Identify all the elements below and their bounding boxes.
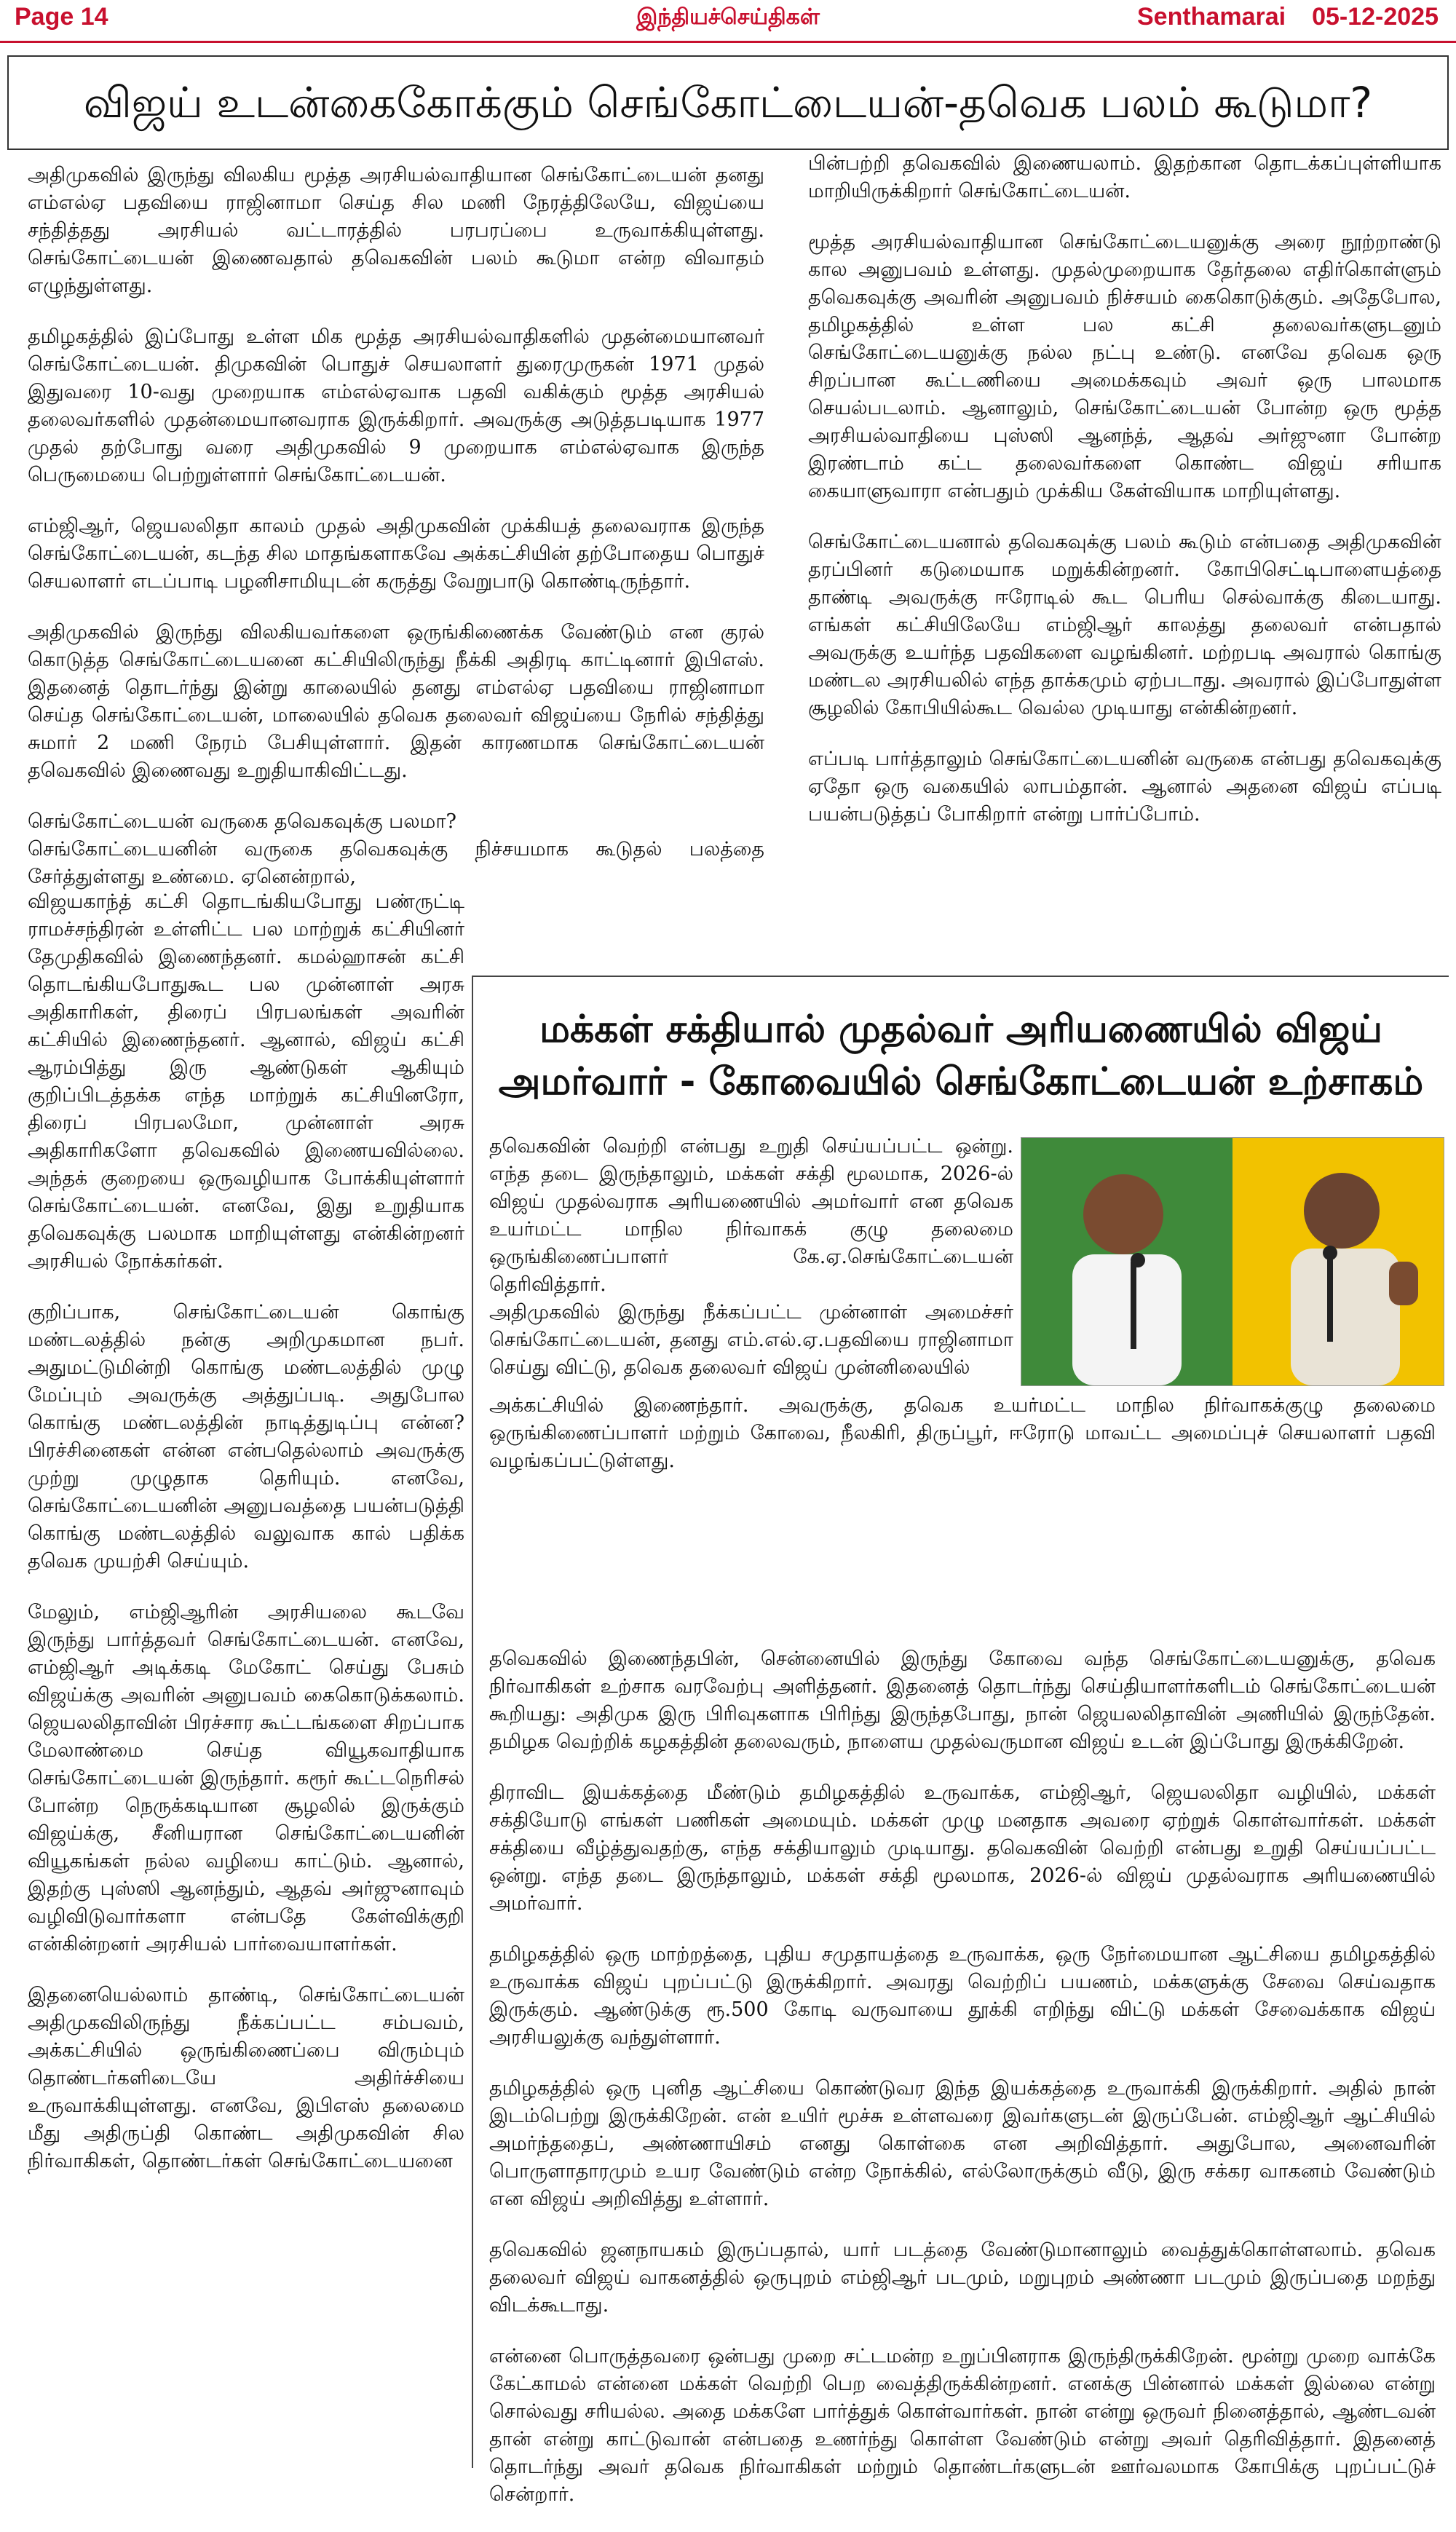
paragraph: திராவிட இயக்கத்தை மீண்டும் தமிழகத்தில் உருவாக்க, எம்ஜிஆர், ஜெயலலிதா வழியில், மக்கள் சக்தியோடு எங்கள் பணிகள் அமையும். மக்கள் முழு மனதாக அவரை ஏற்றுக் கொள்வார்கள். மக்கள் சக்தியை வீழ்த்துவதற்கு, எந்த சக்தியாலும் முடியாது. தவெகவின் வெற்றி என்பது உறுதி செய்யப்பட்ட ஒன்று. எந்த தடை இருந்தாலும், மக்கள் சக்தி மூலமாக, 2026-ல் விஜய் முதல்வராக அரியணையில் அமர்வார்.	[489, 1781, 1436, 1915]
paragraph: இதனையெல்லாம் தாண்டி, செங்கோட்டையன் அதிமுகவிலிருந்து நீக்கப்பட்ட சம்பவம், அக்கட்சியில் ஒருங்கிணைப்பை விரும்பும் தொண்டர்களிடையே அதிர்ச்சியை உருவாக்கியுள்ளது. எனவே, இபிஎஸ் தலைமை மீது அதிருப்தி கொண்ட அதிமுகவின் சில நிர்வாகிகள், தொண்டர்கள் செங்கோட்டையனை	[28, 1984, 464, 2172]
story1-right-column	[808, 150, 1441, 965]
story1-left-column	[28, 162, 764, 941]
paragraph: அதிமுகவில் இருந்து விலகிய மூத்த அரசியல்வாதியான செங்கோட்டையன் தனது எம்எல்ஏ பதவியை ராஜினாமா செய்த சில மணி நேரத்திலேயே, விஜய்யை சந்தித்தது அரசியல் வட்டாரத்தில் பரபரப்பை உருவாக்கியுள்ளது. செங்கோட்டையன் இணைவதால் தவெகவின் பலம் கூடுமா என்ற விவாதம் எழுந்துள்ளது.	[28, 164, 764, 297]
story2-body	[489, 1392, 1436, 1498]
paragraph: அதிமுகவில் இருந்து விலகியவர்களை ஒருங்கிணைக்க வேண்டும் என குரல் கொடுத்த செங்கோட்டையனை கட்சியிலிருந்து நீக்கி அதிரடி காட்டினார் இபிஎஸ். இதனைத் தொடர்ந்து இன்று காலையில் தனது எம்எல்ஏ பதவியை ராஜினாமா செய்த செங்கோட்டையன், மாலையில் தவெக தலைவர் விஜய்யை நேரில் சந்தித்து சுமார் 2 மணி நேரம் பேசியுள்ளார். இதன் காரணமாக செங்கோட்டையன் தவெகவில் இணைவது உறுதியாகிவிட்டது.	[28, 621, 764, 782]
page-number: Page 14	[15, 3, 108, 31]
story2-rest	[489, 1645, 1436, 2532]
issue-date: 05-12-2025	[1312, 3, 1439, 31]
story1-narrow-column	[28, 888, 464, 2468]
paragraph: அக்கட்சியில் இணைந்தார். அவருக்கு, தவெக உயர்மட்ட மாநில நிர்வாகக்குழு தலைமை ஒருங்கிணைப்பாளர் மற்றும் கோவை, நீலகிரி, திருப்பூர், ஈரோடு மாவட்ட அமைப்புச் செயலாளர் பதவி வழங்கப்பட்டுள்ளது.	[489, 1394, 1436, 1472]
paragraph: குறிப்பாக, செங்கோட்டையன் கொங்கு மண்டலத்தில் நன்கு அறிமுகமான நபர். அதுமட்டுமின்றி கொங்கு மண்டலத்தில் முழு மேப்பும் அவருக்கு அத்துப்படி. அதுபோல கொங்கு மண்டலத்தின் நாடித்துடிப்பு என்ன? பிரச்சினைகள் என்ன என்பதெல்லாம் அவருக்கு முற்று முழுதாக தெரியும். எனவே, செங்கோட்டையனின் அனுபவத்தை பயன்படுத்தி கொங்கு மண்டலத்தில் வலுவாக கால் பதிக்க தவெக முயற்சி செய்யும்.	[28, 1301, 464, 1572]
paragraph: தமிழகத்தில் ஒரு மாற்றத்தை, புதிய சமுதாயத்தை உருவாக்க, ஒரு நேர்மையான ஆட்சியை தமிழகத்தில் உருவாக்க விஜய் புறப்பட்டு இருக்கிறார். அவரது வெற்றிப் பயணம், மக்களுக்கு சேவை செய்வதாக இருக்கும். ஆண்டுக்கு ரூ.500 கோடி வருவாயை தூக்கி எறிந்து விட்டு மக்கள் சேவைக்காக விஜய் அரசியலுக்கு வந்துள்ளார்.	[489, 1943, 1436, 2049]
paper-name: Senthamarai	[1136, 3, 1286, 31]
paper-info	[1137, 3, 1439, 31]
news-photo	[1021, 1137, 1444, 1386]
paragraph: பின்பற்றி தவெகவில் இணையலாம். இதற்கான தொடக்கப்புள்ளியாக மாறியிருக்கிறார் செங்கோட்டையன்.	[808, 152, 1441, 202]
paragraph: மேலும், எம்ஜிஆரின் அரசியலை கூடவே இருந்து பார்த்தவர் செங்கோட்டையன். எனவே, எம்ஜிஆர் அடிக்கடி மேகோட் செய்து பேசும் விஜய்க்கு அவரின் அனுபவம் கைகொடுக்கலாம். ஜெயலலிதாவின் பிரச்சார கூட்டங்களை சிறப்பாக மேலாண்மை செய்த வியூகவாதியாக செங்கோட்டையன் இருந்தார். கரூர் கூட்டநெரிசல் போன்ற நெருக்கடியான சூழலில் இருக்கும் விஜய்க்கு, சீனியரான செங்கோட்டையனின் வியூகங்கள் நல்ல வழியை காட்டும். ஆனால், இதற்கு புஸ்ஸி ஆனந்தும், ஆதவ் அர்ஜுனாவும் வழிவிடுவார்களா என்பதே கேள்விக்குறி என்கின்றனர் அரசியல் பார்வையாளர்கள்.	[28, 1601, 464, 1955]
paragraph: மூத்த அரசியல்வாதியான செங்கோட்டையனுக்கு அரை நூற்றாண்டு கால அனுபவம் உள்ளது. முதல்முறையாக தேர்தலை எதிர்கொள்ளும் தவெகவுக்கு அவரின் அனுபவம் நிச்சயம் கைகொடுக்கும். அதேபோல, தமிழகத்தில் உள்ள பல கட்சி தலைவர்களுடனும் செங்கோட்டையனுக்கு நல்ல நட்பு உண்டு. எனவே தவெக ஒரு சிறப்பான கூட்டணியை அமைக்கவும் அவர் ஒரு பாலமாக செயல்படலாம். ஆனாலும், செங்கோட்டையன் போன்ற ஒரு மூத்த அரசியல்வாதியை புஸ்ஸி ஆனந்த், ஆதவ் அர்ஜுனா போன்ற இரண்டாம் கட்ட தலைவர்களை கொண்ட விஜய் சரியாக கையாளுவாரா என்பதும் முக்கிய கேள்வியாக மாறியுள்ளது.	[808, 231, 1441, 502]
subheading: செங்கோட்டையன் வருகை தவெகவுக்கு பலமா?	[28, 810, 456, 833]
paragraph: என்னை பொருத்தவரை ஒன்பது முறை சட்டமன்ற உறுப்பினராக இருந்திருக்கிறேன். மூன்று முறை வாக்கே கேட்காமல் என்னை மக்கள் வெற்றி பெற வைத்திருக்கின்றனர். எனக்கு பின்னால் மக்கள் இல்லை என்று சொல்வது சரியல்ல. அதை மக்களே பார்த்துக் கொள்வார்கள். நான் என்று ஒருவர் நினைத்தால், ஆண்டவன் தான் என்று காட்டுவான் என்பதை உணர்ந்து கொள்ள வேண்டும் என்று அவர் தெரிவித்தார். இதனைத் தொடர்ந்து அவர் தவெக நிர்வாகிகள் மற்றும் தொண்டர்களுடன் ஊர்வலமாக கோபிக்கு புறப்பட்டுச் சென்றார்.	[489, 2345, 1436, 2506]
paragraph: அதிமுகவில் இருந்து நீக்கப்பட்ட முன்னாள் அமைச்சர் செங்கோட்டையன், தனது எம்.எல்.ஏ.பதவியை ராஜினாமா செய்து விட்டு, தவெக தலைவர் விஜய் முன்னிலையில்	[489, 1301, 1013, 1379]
paragraph: தமிழகத்தில் இப்போது உள்ள மிக மூத்த அரசியல்வாதிகளில் முதன்மையானவர் செங்கோட்டையன். திமுகவின் பொதுச் செயலாளர் துரைமுருகன் 1971 முதல் இதுவரை 10-வது முறையாக எம்எல்ஏவாக பதவி வகிக்கும் மூத்த அரசியல் தலைவர்களில் முதன்மையானவராக இருக்கிறார். அவருக்கு அடுத்தபடியாக 1977 முதல் தற்போது வரை அதிமுகவில் 9 முறையாக எம்எல்ஏவாக இருந்த பெருமையை பெற்றுள்ளார் செங்கோட்டையன்.	[28, 325, 764, 486]
paragraph: எம்ஜிஆர், ஜெயலலிதா காலம் முதல் அதிமுகவின் முக்கியத் தலைவராக இருந்த செங்கோட்டையன், கடந்த சில மாதங்களாகவே அக்கட்சியின் தற்போதைய பொதுச் செயலாளர் எடப்பாடி பழனிசாமியுடன் கருத்து வேறுபாடு கொண்டிருந்தார்.	[28, 515, 764, 593]
paragraph: செங்கோட்டையனால் தவெகவுக்கு பலம் கூடும் என்பதை அதிமுகவின் தரப்பினர் கடுமையாக மறுக்கின்றனர். கோபிசெட்டிபாளையத்தை தாண்டி அவருக்கு ஈரோடில் கூட பெரிய செல்வாக்கு கிடையாது. எங்கள் கட்சியிலேயே எம்ஜிஆர் காலத்து தலைவர் என்பதால் அவருக்கு உயர்ந்த பதவிகளை வழங்கினர். மற்றபடி அவரால் கொங்கு மண்டல அரசியலில் எந்த தாக்கமும் ஏற்படாது. அவரால் இப்போதுள்ள சூழலில் கோபியில்கூட வெல்ல முடியாது என்கின்றனர்.	[808, 531, 1441, 719]
story2-headline	[488, 1003, 1434, 1108]
story2-intro-text	[489, 1133, 1013, 1382]
paragraph: எப்படி பார்த்தாலும் செங்கோட்டையனின் வருகை என்பது தவெகவுக்கு ஏதோ ஒரு வகையில் லாபம்தான். ஆனால் அதனை விஜய் எப்படி பயன்படுத்தப் போகிறார் என்று பார்ப்போம்.	[808, 748, 1441, 826]
main-headline: விஜய் உடன்கைகோக்கும் செங்கோட்டையன்-தவெக பலம் கூடுமா?	[7, 55, 1449, 150]
section-title: இந்தியச்செய்திகள்	[636, 4, 820, 30]
paragraph: தவெகவில் இணைந்தபின், சென்னையில் இருந்து கோவை வந்த செங்கோட்டையனுக்கு, தவெக நிர்வாகிகள் உற்சாக வரவேற்பு அளித்தனர். இதனைத் தொடர்ந்து செய்தியாளர்களிடம் செங்கோட்டையன் கூறியது: அதிமுக இரு பிரிவுகளாக பிரிந்து இருந்தபோது, நான் ஜெயலலிதாவின் அணியில் இருந்தேன். தமிழக வெற்றிக் கழகத்தின் தலைவரும், நாளைய முதல்வருமான விஜய் உடன் இப்போது இருக்கிறேன்.	[489, 1647, 1436, 1753]
paragraph: தவெகவில் ஜனநாயகம் இருப்பதால், யார் படத்தை வேண்டுமானாலும் வைத்துக்கொள்ளலாம். தவெக தலைவர் விஜய் வாகனத்தில் ஒருபுறம் எம்ஜிஆர் படமும், மறுபுறம் அண்ணா படமும் இருப்பதை மறந்து விடக்கூடாது.	[489, 2239, 1436, 2317]
paragraph: விஜயகாந்த் கட்சி தொடங்கியபோது பண்ருட்டி ராமச்சந்திரன் உள்ளிட்ட பல மாற்றுக் கட்சியினர் தேமுதிகவில் இணைந்தனர். கமல்ஹாசன் கட்சி தொடங்கியபோதுகூட பல முன்னாள் அரசு அதிகாரிகள், திரைப் பிரபலங்கள் அவரின் கட்சியில் இணைந்தனர். ஆனால், விஜய் கட்சி ஆரம்பித்து இரு ஆண்டுகள் ஆகியும் குறிப்பிடத்தக்க எந்த மாற்றுக் கட்சியினரோ, திரைப் பிரபலமோ, முன்னாள் அரசு அதிகாரிகளோ தவெகவில் இணையவில்லை. அந்தக் குறையை ஒருவழியாக போக்கியுள்ளார் செங்கோட்டையன். எனவே, இது உறுதியாக தவெகவுக்கு பலமாக மாறியுள்ளது என்கின்றனர் அரசியல் நோக்கர்கள்.	[28, 890, 464, 1273]
story2-headline-line2: அமர்வார் - கோவையில் செங்கோட்டையன் உற்சாகம்	[498, 1060, 1424, 1104]
paragraph: செங்கோட்டையனின் வருகை தவெகவுக்கு நிச்சயமாக கூடுதல் பலத்தை சேர்த்துள்ளது உண்மை. ஏனென்றால்,	[28, 838, 764, 888]
story2-box	[472, 976, 1449, 2506]
paragraph: தவெகவின் வெற்றி என்பது உறுதி செய்யப்பட்ட ஒன்று. எந்த தடை இருந்தாலும், மக்கள் சக்தி மூலமாக, 2026-ல் விஜய் முதல்வராக அரியணையில் அமர்வார் என தவெக உயர்மட்ட மாநில நிர்வாகக் குழு தலைமை ஒருங்கிணைப்பாளர் கே.ஏ.செங்கோட்டையன் தெரிவித்தார்.	[489, 1135, 1013, 1296]
masthead	[0, 0, 1456, 43]
story2-headline-line1: மக்கள் சக்தியால் முதல்வர் அரியணையில் விஜய்	[539, 1008, 1382, 1051]
paragraph: தமிழகத்தில் ஒரு புனித ஆட்சியை கொண்டுவர இந்த இயக்கத்தை உருவாக்கி இருக்கிறார். அதில் நான் இடம்பெற்று இருக்கிறேன். என் உயிர் மூச்சு உள்ளவரை இவர்களுடன் இருப்பேன். எம்ஜிஆர் ஆட்சியில் அமர்ந்ததைப், அண்ணாயிசம் எனது கொள்கை என அறிவித்தார். அதுபோல, அனைவரின் பொருளாதாரமும் உயர வேண்டும் என்ற நோக்கில், எல்லோருக்கும் வீடு, இரு சக்கர வாகனம் வேண்டும் என விஜய் அறிவித்து உள்ளார்.	[489, 2077, 1436, 2210]
